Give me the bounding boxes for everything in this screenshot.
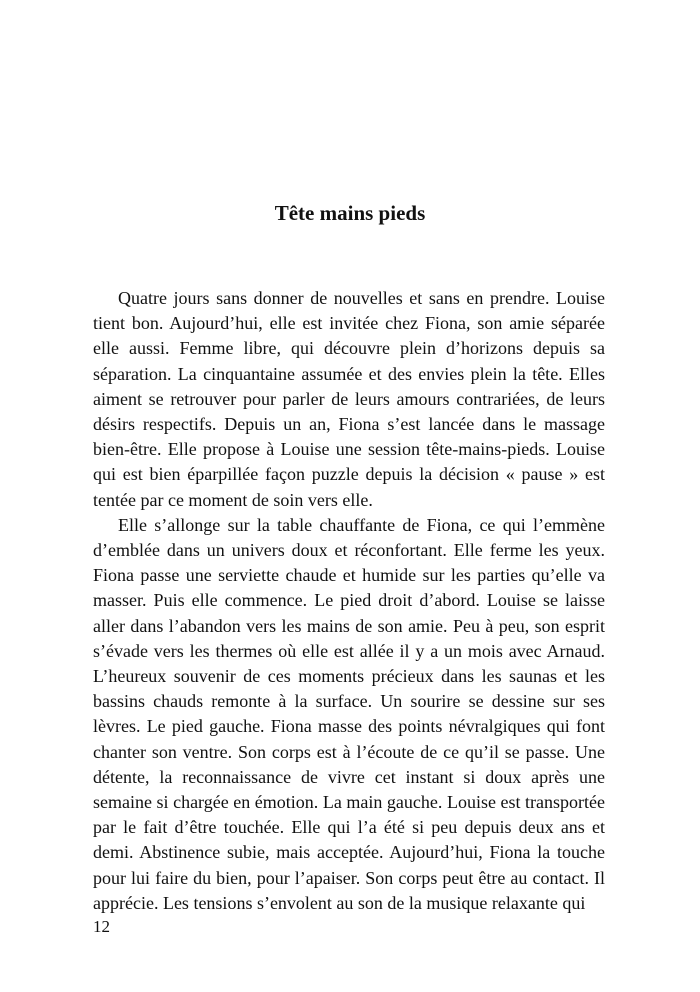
- paragraph: Elle s’allonge sur la table chauffante de Fiona, ce qui l’emmène d’emblée dans un univers doux et réconfortant. Elle ferme les yeux. Fiona passe une serviette chaude et humide sur les parties qu’elle va masser. Puis elle commence. Le pied droit d’abord. Louise se laisse aller dans l’abandon vers les mains de son amie. Peu à peu, son esprit s’évade vers les thermes où elle est allée il y a un mois avec Arnaud. L’heureux souvenir de ces moments précieux dans les saunas et les bassins chauds remonte à la surface. Un sourire se dessine sur ses lèvres. Le pied gauche. Fiona masse des points névralgiques qui font chanter son ventre. Son corps est à l’écoute de ce qu’il se passe. Une détente, la reconnaissance de vivre cet instant si doux après une semaine si chargée en émotion. La main gauche. Louise est transportée par le fait d’être touchée. Elle qui l’a été si peu depuis deux ans et demi. Abstinence subie, mais acceptée. Aujourd’hui, Fiona la touche pour lui faire du bien, pour l’apaiser. Son corps peut être au contact. Il apprécie. Les tensions s’envolent au son de la musique relaxante qui: [93, 514, 605, 913]
- body-text: [93, 286, 605, 916]
- chapter-title: Tête mains pieds: [274, 201, 426, 225]
- paragraph: Quatre jours sans donner de nouvelles et sans en prendre. Louise tient bon. Aujourd’hui, elle est invitée chez Fiona, son amie séparée elle aussi. Femme libre, qui découvre plein d’horizons depuis sa séparation. La cinquantaine assumée et des envies plein la tête. Elles aiment se retrouver pour parler de leurs amours contrariées, de leurs désirs respectifs. Depuis un an, Fiona s’est lancée dans le massage bien-être. Elle propose à Louise une session tête-mains-pieds. Louise qui est bien éparpillée façon puzzle depuis la décision « pause » est tentée par ce moment de soin vers elle.: [93, 288, 605, 510]
- page-number: 12: [93, 917, 110, 936]
